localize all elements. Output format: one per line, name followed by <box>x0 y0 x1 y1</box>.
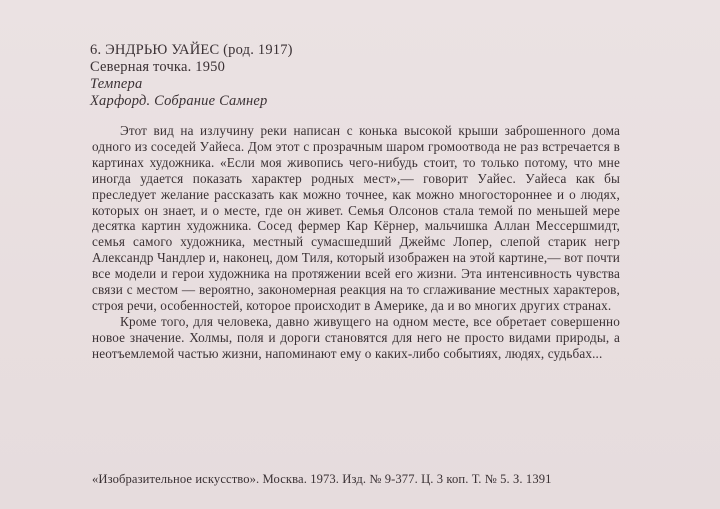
artwork-title: Северная точка. 1950 <box>90 59 226 75</box>
artist-name: 6. ЭНДРЬЮ УАЙЕС (род. 1917) <box>90 42 293 58</box>
description-text <box>92 123 620 362</box>
artwork-caption <box>90 42 650 110</box>
publisher-imprint: «Изобразительное искусство». Москва. 1973. Изд. № 9-377. Ц. 3 коп. Т. № 5. З. 1391 <box>92 472 552 486</box>
artwork-collection: Харфорд. Собрание Самнер <box>90 93 268 109</box>
artwork-medium: Темпера <box>90 76 143 92</box>
paragraph-2: Кроме того, для человека, давно живущего на одном месте, все обретает совершенно новое значение. Холмы, поля и дороги становятся для него не просто видами природы, а неотъемлемой частью жизни, напоминают ему о каких-либо событиях, людях, судьбах... <box>92 313 620 361</box>
paragraph-1: Этот вид на излучину реки написан с конька высокой крыши заброшенного дома одного из соседей Уайеса. Дом этот с прозрачным шаром громоотвода не раз встречается в картинах художника. «Если моя живопись чего-нибудь стоит, то только потому, что мне иногда удается показать характер родных мест»,— говорит Уайес. Уайеса как бы преследует желание рассказать как можно точнее, как можно многостороннее и о людях, которых он знает, и о месте, где он живет. Семья Олсонов стала темой по меньшей мере десятка картин художника. Сосед фермер Кар Кёрнер, мальчишка Аллан Мессершмидт, семья самого художника, местный сумасшедший Джеймс Лопер, слепой старик негр Александр Чандлер и, наконец, дом Тиля, который изображен на этой картине,— вот почти все модели и герои художника на протяжении всей его жизни. Эта интенсивность чувства связи с местом — вероятно, закономерная реакция на то сглаживание местных характеров, строя речи, особенностей, которое происходит в Америке, да и во многих других странах. <box>92 123 620 313</box>
